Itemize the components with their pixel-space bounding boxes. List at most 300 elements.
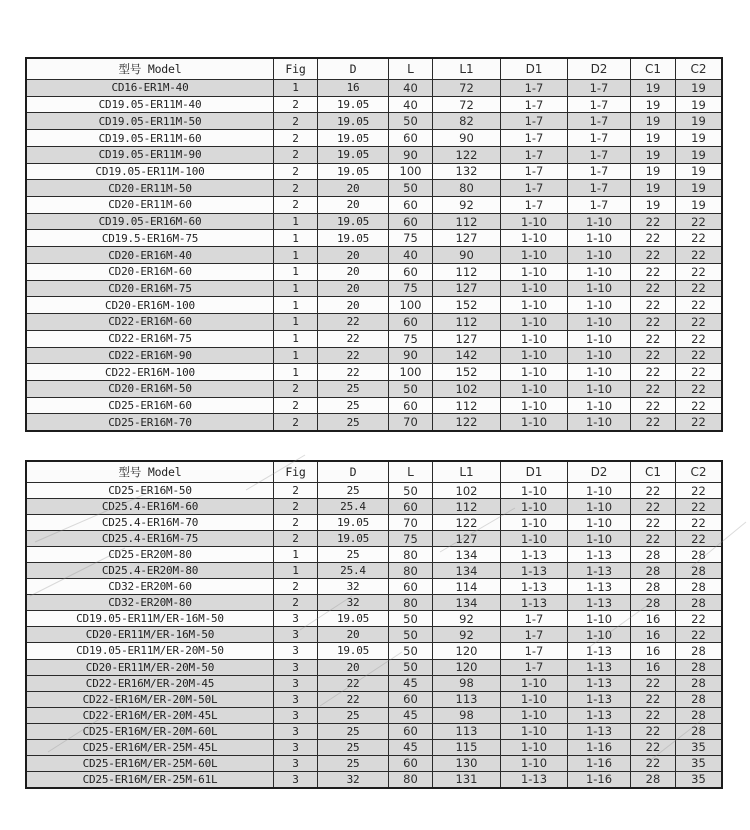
value-cell-c1: 22 xyxy=(631,314,675,330)
value-cell-d1: 1-10 xyxy=(501,247,567,263)
value-cell-fig: 3 xyxy=(274,692,317,707)
value-cell-d: 20 xyxy=(318,627,388,642)
value-cell-d1: 1-10 xyxy=(501,348,567,364)
value-cell-fig: 1 xyxy=(274,297,317,313)
value-cell-l: 80 xyxy=(389,547,432,562)
model-cell: CD32-ER20M-60 xyxy=(27,579,273,594)
value-cell-c2: 19 xyxy=(676,130,721,146)
value-cell-c1: 16 xyxy=(631,660,675,675)
model-cell: CD20-ER16M-75 xyxy=(27,281,273,297)
value-cell-c1: 22 xyxy=(631,724,675,739)
value-cell-d2: 1-13 xyxy=(568,724,630,739)
value-cell-d: 25 xyxy=(318,414,388,430)
value-cell-c1: 22 xyxy=(631,230,675,246)
column-header-d2: D2 xyxy=(568,462,630,482)
value-cell-c2: 28 xyxy=(676,563,721,578)
value-cell-d: 25.4 xyxy=(318,499,388,514)
value-cell-d: 25 xyxy=(318,483,388,498)
value-cell-l: 40 xyxy=(389,247,432,263)
value-cell-l: 60 xyxy=(389,130,432,146)
column-header-l1: L1 xyxy=(433,59,500,79)
value-cell-fig: 3 xyxy=(274,708,317,723)
value-cell-l1: 127 xyxy=(433,531,500,546)
model-cell: CD19.05-ER11M-90 xyxy=(27,147,273,163)
value-cell-c1: 19 xyxy=(631,80,675,96)
value-cell-l1: 113 xyxy=(433,724,500,739)
value-cell-d1: 1-13 xyxy=(501,563,567,578)
model-cell: CD19.05-ER11M-40 xyxy=(27,97,273,113)
value-cell-l1: 120 xyxy=(433,660,500,675)
value-cell-d1: 1-7 xyxy=(501,80,567,96)
value-cell-c2: 22 xyxy=(676,483,721,498)
value-cell-l1: 134 xyxy=(433,563,500,578)
value-cell-l1: 72 xyxy=(433,80,500,96)
value-cell-c2: 22 xyxy=(676,414,721,430)
value-cell-d: 19.05 xyxy=(318,643,388,658)
model-cell: CD25-ER16M-50 xyxy=(27,483,273,498)
value-cell-d1: 1-10 xyxy=(501,398,567,414)
value-cell-l: 80 xyxy=(389,772,432,787)
model-cell: CD20-ER16M-100 xyxy=(27,297,273,313)
value-cell-c1: 22 xyxy=(631,381,675,397)
value-cell-fig: 3 xyxy=(274,724,317,739)
value-cell-c1: 22 xyxy=(631,708,675,723)
value-cell-c1: 22 xyxy=(631,331,675,347)
value-cell-fig: 3 xyxy=(274,772,317,787)
value-cell-d1: 1-10 xyxy=(501,281,567,297)
value-cell-l: 40 xyxy=(389,97,432,113)
value-cell-l: 60 xyxy=(389,314,432,330)
value-cell-d: 19.05 xyxy=(318,611,388,626)
spec-table-1 xyxy=(25,57,723,432)
value-cell-l: 80 xyxy=(389,563,432,578)
value-cell-l: 50 xyxy=(389,180,432,196)
value-cell-fig: 2 xyxy=(274,515,317,530)
value-cell-d1: 1-13 xyxy=(501,547,567,562)
value-cell-c2: 22 xyxy=(676,381,721,397)
value-cell-d1: 1-10 xyxy=(501,414,567,430)
column-header-d1: D1 xyxy=(501,462,567,482)
model-cell: CD19.05-ER11M/ER-16M-50 xyxy=(27,611,273,626)
value-cell-d2: 1-10 xyxy=(568,281,630,297)
value-cell-d2: 1-10 xyxy=(568,483,630,498)
value-cell-d: 22 xyxy=(318,314,388,330)
value-cell-c2: 19 xyxy=(676,197,721,213)
value-cell-l: 45 xyxy=(389,676,432,691)
value-cell-l: 50 xyxy=(389,611,432,626)
value-cell-c1: 19 xyxy=(631,197,675,213)
value-cell-c2: 22 xyxy=(676,214,721,230)
value-cell-c2: 19 xyxy=(676,180,721,196)
value-cell-l1: 115 xyxy=(433,740,500,755)
value-cell-c2: 22 xyxy=(676,531,721,546)
value-cell-d2: 1-10 xyxy=(568,247,630,263)
value-cell-c2: 28 xyxy=(676,692,721,707)
value-cell-d2: 1-10 xyxy=(568,611,630,626)
value-cell-d2: 1-13 xyxy=(568,643,630,658)
value-cell-c1: 22 xyxy=(631,676,675,691)
value-cell-d: 32 xyxy=(318,772,388,787)
model-cell: CD22-ER16M/ER-20M-50L xyxy=(27,692,273,707)
value-cell-d1: 1-10 xyxy=(501,214,567,230)
value-cell-d1: 1-10 xyxy=(501,692,567,707)
value-cell-c2: 28 xyxy=(676,724,721,739)
value-cell-fig: 1 xyxy=(274,281,317,297)
value-cell-d2: 1-10 xyxy=(568,214,630,230)
value-cell-c1: 19 xyxy=(631,130,675,146)
value-cell-fig: 3 xyxy=(274,643,317,658)
value-cell-d2: 1-10 xyxy=(568,297,630,313)
model-cell: CD19.5-ER16M-75 xyxy=(27,230,273,246)
value-cell-fig: 2 xyxy=(274,381,317,397)
value-cell-fig: 3 xyxy=(274,627,317,642)
model-cell: CD25-ER20M-80 xyxy=(27,547,273,562)
value-cell-d2: 1-13 xyxy=(568,547,630,562)
value-cell-l: 80 xyxy=(389,595,432,610)
value-cell-c2: 22 xyxy=(676,247,721,263)
value-cell-c2: 28 xyxy=(676,595,721,610)
value-cell-d2: 1-10 xyxy=(568,627,630,642)
value-cell-d1: 1-7 xyxy=(501,113,567,129)
value-cell-l1: 120 xyxy=(433,643,500,658)
value-cell-c2: 28 xyxy=(676,643,721,658)
value-cell-c2: 19 xyxy=(676,164,721,180)
value-cell-fig: 2 xyxy=(274,147,317,163)
value-cell-d1: 1-7 xyxy=(501,197,567,213)
column-header-d1: D1 xyxy=(501,59,567,79)
value-cell-d2: 1-16 xyxy=(568,740,630,755)
value-cell-l1: 112 xyxy=(433,264,500,280)
value-cell-fig: 2 xyxy=(274,579,317,594)
value-cell-fig: 3 xyxy=(274,676,317,691)
value-cell-d1: 1-7 xyxy=(501,643,567,658)
value-cell-l1: 102 xyxy=(433,381,500,397)
model-cell: CD22-ER16M-100 xyxy=(27,364,273,380)
value-cell-c2: 19 xyxy=(676,97,721,113)
value-cell-fig: 1 xyxy=(274,264,317,280)
model-cell: CD20-ER11M/ER-16M-50 xyxy=(27,627,273,642)
value-cell-l: 60 xyxy=(389,692,432,707)
value-cell-d: 20 xyxy=(318,197,388,213)
value-cell-d2: 1-13 xyxy=(568,595,630,610)
value-cell-d1: 1-10 xyxy=(501,230,567,246)
model-cell: CD19.05-ER16M-60 xyxy=(27,214,273,230)
value-cell-c1: 19 xyxy=(631,147,675,163)
value-cell-d1: 1-13 xyxy=(501,595,567,610)
value-cell-d2: 1-10 xyxy=(568,499,630,514)
value-cell-c1: 22 xyxy=(631,692,675,707)
value-cell-fig: 1 xyxy=(274,314,317,330)
value-cell-d1: 1-10 xyxy=(501,515,567,530)
value-cell-d: 20 xyxy=(318,180,388,196)
value-cell-d: 22 xyxy=(318,348,388,364)
value-cell-c1: 28 xyxy=(631,579,675,594)
value-cell-d: 32 xyxy=(318,595,388,610)
model-cell: CD20-ER11M/ER-20M-50 xyxy=(27,660,273,675)
value-cell-d: 25 xyxy=(318,708,388,723)
value-cell-c2: 22 xyxy=(676,331,721,347)
value-cell-l1: 127 xyxy=(433,331,500,347)
value-cell-l: 100 xyxy=(389,164,432,180)
value-cell-fig: 1 xyxy=(274,247,317,263)
value-cell-c1: 16 xyxy=(631,643,675,658)
value-cell-d: 20 xyxy=(318,660,388,675)
value-cell-c1: 22 xyxy=(631,414,675,430)
value-cell-l1: 92 xyxy=(433,627,500,642)
value-cell-d1: 1-10 xyxy=(501,364,567,380)
column-header-c1: C1 xyxy=(631,462,675,482)
column-header-model: 型号 Model xyxy=(27,462,273,482)
value-cell-fig: 1 xyxy=(274,331,317,347)
value-cell-d: 25 xyxy=(318,724,388,739)
value-cell-d1: 1-7 xyxy=(501,97,567,113)
value-cell-d2: 1-10 xyxy=(568,264,630,280)
value-cell-d2: 1-16 xyxy=(568,756,630,771)
value-cell-c1: 22 xyxy=(631,297,675,313)
value-cell-c2: 35 xyxy=(676,772,721,787)
value-cell-d: 25 xyxy=(318,547,388,562)
value-cell-fig: 2 xyxy=(274,113,317,129)
value-cell-c1: 28 xyxy=(631,772,675,787)
model-cell: CD22-ER16M-75 xyxy=(27,331,273,347)
value-cell-l: 45 xyxy=(389,708,432,723)
value-cell-l1: 112 xyxy=(433,398,500,414)
value-cell-d: 25.4 xyxy=(318,563,388,578)
value-cell-l1: 127 xyxy=(433,281,500,297)
value-cell-l: 60 xyxy=(389,264,432,280)
value-cell-d1: 1-10 xyxy=(501,483,567,498)
value-cell-l: 100 xyxy=(389,297,432,313)
value-cell-d2: 1-7 xyxy=(568,164,630,180)
value-cell-c2: 35 xyxy=(676,756,721,771)
value-cell-d2: 1-10 xyxy=(568,398,630,414)
value-cell-d1: 1-10 xyxy=(501,708,567,723)
value-cell-fig: 2 xyxy=(274,97,317,113)
value-cell-l1: 92 xyxy=(433,611,500,626)
value-cell-l: 60 xyxy=(389,197,432,213)
value-cell-c1: 22 xyxy=(631,483,675,498)
value-cell-c1: 22 xyxy=(631,348,675,364)
value-cell-c1: 22 xyxy=(631,264,675,280)
value-cell-c2: 22 xyxy=(676,611,721,626)
value-cell-l1: 134 xyxy=(433,595,500,610)
value-cell-d: 22 xyxy=(318,364,388,380)
value-cell-d2: 1-7 xyxy=(568,197,630,213)
value-cell-d1: 1-10 xyxy=(501,756,567,771)
model-cell: CD25-ER16M/ER-25M-60L xyxy=(27,756,273,771)
value-cell-l1: 72 xyxy=(433,97,500,113)
value-cell-l: 75 xyxy=(389,230,432,246)
value-cell-d: 25 xyxy=(318,740,388,755)
value-cell-d1: 1-7 xyxy=(501,627,567,642)
value-cell-l: 40 xyxy=(389,80,432,96)
value-cell-l: 70 xyxy=(389,515,432,530)
value-cell-l1: 90 xyxy=(433,130,500,146)
value-cell-l1: 113 xyxy=(433,692,500,707)
value-cell-d: 19.05 xyxy=(318,515,388,530)
value-cell-l: 60 xyxy=(389,579,432,594)
value-cell-d1: 1-10 xyxy=(501,676,567,691)
column-header-l: L xyxy=(389,59,432,79)
value-cell-c2: 28 xyxy=(676,547,721,562)
model-cell: CD19.05-ER11M-100 xyxy=(27,164,273,180)
value-cell-c2: 22 xyxy=(676,230,721,246)
value-cell-d1: 1-13 xyxy=(501,579,567,594)
value-cell-d: 20 xyxy=(318,247,388,263)
value-cell-d1: 1-7 xyxy=(501,130,567,146)
value-cell-l: 50 xyxy=(389,660,432,675)
value-cell-d2: 1-10 xyxy=(568,331,630,347)
value-cell-d1: 1-10 xyxy=(501,499,567,514)
value-cell-l: 45 xyxy=(389,740,432,755)
model-cell: CD19.05-ER11M-60 xyxy=(27,130,273,146)
value-cell-c1: 22 xyxy=(631,247,675,263)
value-cell-d: 19.05 xyxy=(318,164,388,180)
value-cell-fig: 2 xyxy=(274,499,317,514)
model-cell: CD22-ER16M-60 xyxy=(27,314,273,330)
model-cell: CD20-ER11M-60 xyxy=(27,197,273,213)
value-cell-fig: 2 xyxy=(274,130,317,146)
model-cell: CD25.4-ER16M-60 xyxy=(27,499,273,514)
value-cell-d: 25 xyxy=(318,398,388,414)
value-cell-d2: 1-7 xyxy=(568,80,630,96)
value-cell-c2: 28 xyxy=(676,676,721,691)
model-cell: CD19.05-ER11M-50 xyxy=(27,113,273,129)
value-cell-c2: 28 xyxy=(676,660,721,675)
value-cell-c2: 22 xyxy=(676,499,721,514)
value-cell-c2: 19 xyxy=(676,113,721,129)
value-cell-fig: 1 xyxy=(274,547,317,562)
model-cell: CD22-ER16M-90 xyxy=(27,348,273,364)
value-cell-c2: 22 xyxy=(676,264,721,280)
value-cell-fig: 2 xyxy=(274,164,317,180)
value-cell-c2: 28 xyxy=(676,579,721,594)
column-header-d2: D2 xyxy=(568,59,630,79)
value-cell-l1: 102 xyxy=(433,483,500,498)
value-cell-l1: 127 xyxy=(433,230,500,246)
value-cell-l1: 122 xyxy=(433,515,500,530)
value-cell-l: 50 xyxy=(389,643,432,658)
value-cell-d: 25 xyxy=(318,381,388,397)
value-cell-d2: 1-10 xyxy=(568,230,630,246)
value-cell-d2: 1-13 xyxy=(568,579,630,594)
value-cell-c1: 22 xyxy=(631,398,675,414)
value-cell-l: 60 xyxy=(389,724,432,739)
value-cell-l1: 114 xyxy=(433,579,500,594)
value-cell-c1: 22 xyxy=(631,756,675,771)
value-cell-l1: 80 xyxy=(433,180,500,196)
value-cell-d1: 1-7 xyxy=(501,164,567,180)
column-header-l1: L1 xyxy=(433,462,500,482)
value-cell-l1: 130 xyxy=(433,756,500,771)
value-cell-c1: 19 xyxy=(631,180,675,196)
model-cell: CD25-ER16M-60 xyxy=(27,398,273,414)
value-cell-d2: 1-7 xyxy=(568,113,630,129)
value-cell-d2: 1-7 xyxy=(568,147,630,163)
value-cell-d: 22 xyxy=(318,676,388,691)
value-cell-c1: 22 xyxy=(631,515,675,530)
value-cell-c2: 19 xyxy=(676,147,721,163)
column-header-l: L xyxy=(389,462,432,482)
value-cell-c1: 22 xyxy=(631,531,675,546)
model-cell: CD16-ER1M-40 xyxy=(27,80,273,96)
value-cell-d1: 1-7 xyxy=(501,180,567,196)
model-cell: CD20-ER16M-60 xyxy=(27,264,273,280)
value-cell-d2: 1-10 xyxy=(568,348,630,364)
value-cell-d2: 1-16 xyxy=(568,772,630,787)
value-cell-d2: 1-7 xyxy=(568,130,630,146)
value-cell-l: 50 xyxy=(389,483,432,498)
value-cell-d: 22 xyxy=(318,331,388,347)
value-cell-l: 60 xyxy=(389,756,432,771)
value-cell-l: 90 xyxy=(389,147,432,163)
value-cell-d2: 1-13 xyxy=(568,660,630,675)
value-cell-d: 19.05 xyxy=(318,214,388,230)
value-cell-d: 25 xyxy=(318,756,388,771)
value-cell-c1: 22 xyxy=(631,214,675,230)
model-cell: CD20-ER16M-40 xyxy=(27,247,273,263)
value-cell-c1: 19 xyxy=(631,164,675,180)
value-cell-c2: 19 xyxy=(676,80,721,96)
value-cell-c1: 22 xyxy=(631,281,675,297)
value-cell-l: 75 xyxy=(389,281,432,297)
value-cell-d2: 1-10 xyxy=(568,515,630,530)
value-cell-l: 60 xyxy=(389,214,432,230)
value-cell-l1: 112 xyxy=(433,214,500,230)
value-cell-l1: 134 xyxy=(433,547,500,562)
value-cell-d1: 1-10 xyxy=(501,381,567,397)
value-cell-l1: 152 xyxy=(433,297,500,313)
value-cell-fig: 3 xyxy=(274,740,317,755)
value-cell-d2: 1-10 xyxy=(568,314,630,330)
value-cell-l: 50 xyxy=(389,113,432,129)
value-cell-c1: 22 xyxy=(631,499,675,514)
value-cell-d2: 1-10 xyxy=(568,531,630,546)
model-cell: CD22-ER16M/ER-20M-45 xyxy=(27,676,273,691)
value-cell-d1: 1-7 xyxy=(501,611,567,626)
column-header-c1: C1 xyxy=(631,59,675,79)
column-header-c2: C2 xyxy=(676,462,721,482)
value-cell-d2: 1-10 xyxy=(568,364,630,380)
value-cell-d: 20 xyxy=(318,264,388,280)
model-cell: CD25-ER16M/ER-25M-61L xyxy=(27,772,273,787)
value-cell-c1: 16 xyxy=(631,627,675,642)
value-cell-fig: 3 xyxy=(274,611,317,626)
value-cell-l1: 132 xyxy=(433,164,500,180)
value-cell-l1: 142 xyxy=(433,348,500,364)
value-cell-l1: 98 xyxy=(433,708,500,723)
value-cell-l: 50 xyxy=(389,627,432,642)
value-cell-d: 20 xyxy=(318,281,388,297)
value-cell-d: 19.05 xyxy=(318,130,388,146)
value-cell-c2: 22 xyxy=(676,297,721,313)
value-cell-l: 50 xyxy=(389,381,432,397)
value-cell-l1: 122 xyxy=(433,147,500,163)
column-header-model: 型号 Model xyxy=(27,59,273,79)
model-cell: CD22-ER16M/ER-20M-45L xyxy=(27,708,273,723)
value-cell-c1: 19 xyxy=(631,113,675,129)
value-cell-c1: 28 xyxy=(631,595,675,610)
value-cell-d: 22 xyxy=(318,692,388,707)
value-cell-l: 70 xyxy=(389,414,432,430)
value-cell-l: 75 xyxy=(389,531,432,546)
model-cell: CD25.4-ER16M-75 xyxy=(27,531,273,546)
value-cell-l1: 112 xyxy=(433,499,500,514)
value-cell-fig: 1 xyxy=(274,214,317,230)
value-cell-fig: 1 xyxy=(274,563,317,578)
value-cell-c1: 19 xyxy=(631,97,675,113)
value-cell-l1: 92 xyxy=(433,197,500,213)
